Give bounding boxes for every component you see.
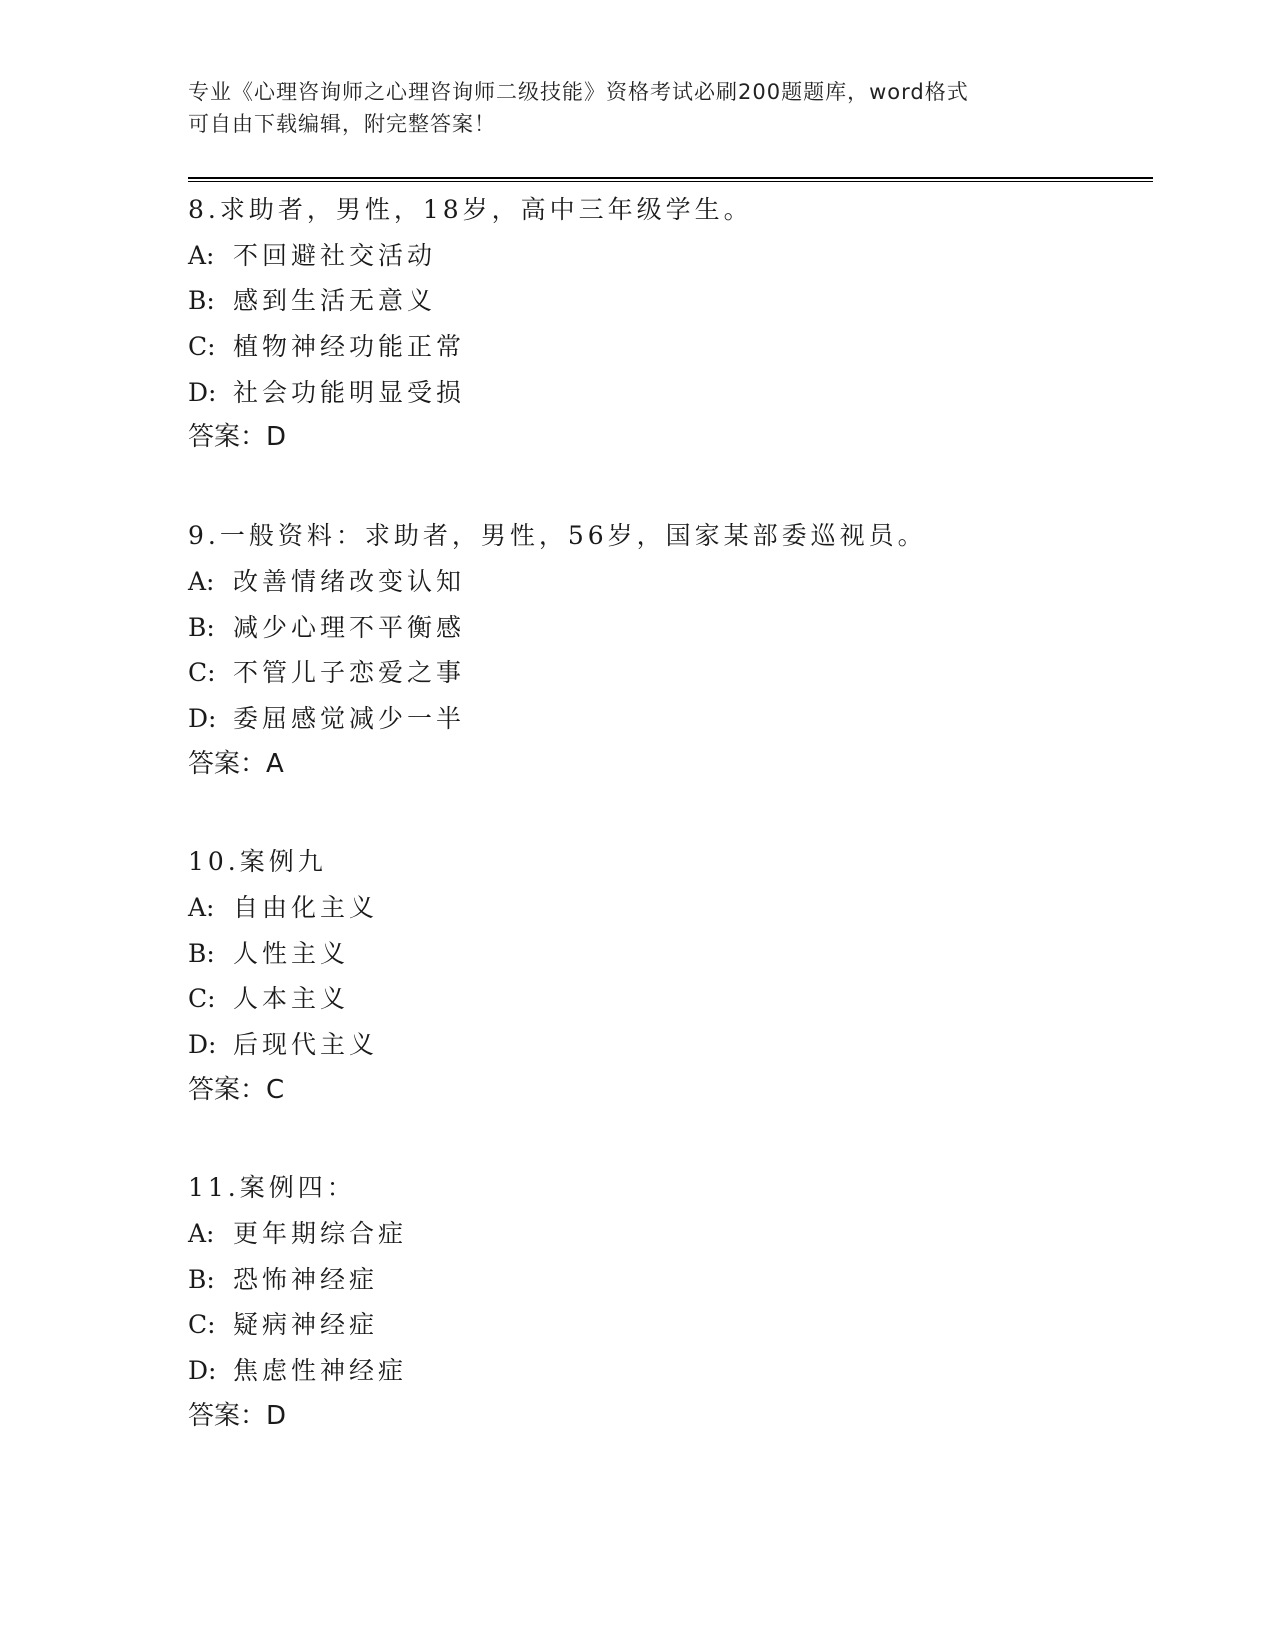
option-key: A: <box>188 1219 215 1249</box>
option-key: D: <box>188 1356 217 1386</box>
header-divider-thin <box>188 181 1153 182</box>
option-key: B: <box>188 612 215 642</box>
question-block <box>188 839 1148 1113</box>
option-key: A: <box>188 566 215 596</box>
option-key: D: <box>188 1030 217 1059</box>
option-text: 人本主义 <box>233 984 350 1014</box>
option-key: B: <box>188 938 215 968</box>
option-d <box>188 370 1148 416</box>
option-text: 自由化主义 <box>233 892 379 922</box>
option-text: 植物神经功能正常 <box>233 332 466 362</box>
question-block <box>188 187 1148 461</box>
option-b <box>188 278 1148 324</box>
answer-line: 答案：D <box>188 422 287 453</box>
option-text: 不管儿子恋爱之事 <box>233 658 466 688</box>
option-key: B: <box>188 286 215 316</box>
question-stem: 11.案例四： <box>188 1173 356 1203</box>
option-d <box>188 1348 1148 1394</box>
option-text: 感到生活无意义 <box>233 286 437 316</box>
option-a <box>188 559 1148 605</box>
option-text: 人性主义 <box>233 938 350 968</box>
answer-line: 答案：D <box>188 1400 287 1431</box>
option-b <box>188 605 1148 651</box>
option-key: D: <box>188 377 217 407</box>
header-divider-thick <box>188 177 1153 179</box>
option-text: 恐怖神经症 <box>233 1264 379 1294</box>
option-key: D: <box>188 703 217 733</box>
question-list <box>188 187 1148 1485</box>
option-a <box>188 233 1148 279</box>
option-key: A: <box>188 240 215 270</box>
option-key: C: <box>188 984 216 1014</box>
option-text: 委屈感觉减少一半 <box>233 703 466 733</box>
option-text: 更年期综合症 <box>233 1219 408 1249</box>
option-key: C: <box>188 658 216 688</box>
option-key: C: <box>188 1310 216 1340</box>
option-c <box>188 1302 1148 1348</box>
question-block <box>188 1165 1148 1439</box>
option-text: 不回避社交活动 <box>233 240 437 270</box>
option-text: 焦虑性神经症 <box>233 1356 408 1386</box>
question-stem: 10.案例九 <box>188 847 327 877</box>
option-d <box>188 696 1148 742</box>
option-c <box>188 976 1148 1022</box>
option-c <box>188 650 1148 696</box>
option-b <box>188 1257 1148 1303</box>
option-text: 改善情绪改变认知 <box>233 566 466 596</box>
option-text: 后现代主义 <box>233 1030 379 1059</box>
option-key: C: <box>188 332 216 362</box>
option-c <box>188 324 1148 370</box>
answer-line: 答案：A <box>188 748 284 779</box>
option-a <box>188 885 1148 931</box>
option-key: B: <box>188 1264 215 1294</box>
option-key: A: <box>188 892 215 922</box>
option-b <box>188 931 1148 977</box>
header-line-2: 可自由下载编辑，附完整答案！ <box>188 112 496 136</box>
option-d <box>188 1022 1148 1068</box>
header-line-1: 专业《心理咨询师之心理咨询师二级技能》资格考试必刷200题题库，word格式 <box>188 80 969 104</box>
document-header <box>188 76 1088 140</box>
option-text: 社会功能明显受损 <box>233 377 466 407</box>
question-stem: 8.求助者，男性，18岁，高中三年级学生。 <box>188 195 753 224</box>
question-stem: 9.一般资料：求助者，男性，56岁，国家某部委巡视员。 <box>188 521 927 551</box>
answer-line: 答案：C <box>188 1074 285 1105</box>
option-text: 减少心理不平衡感 <box>233 612 466 642</box>
option-a <box>188 1211 1148 1257</box>
question-block <box>188 513 1148 787</box>
option-text: 疑病神经症 <box>233 1310 379 1340</box>
